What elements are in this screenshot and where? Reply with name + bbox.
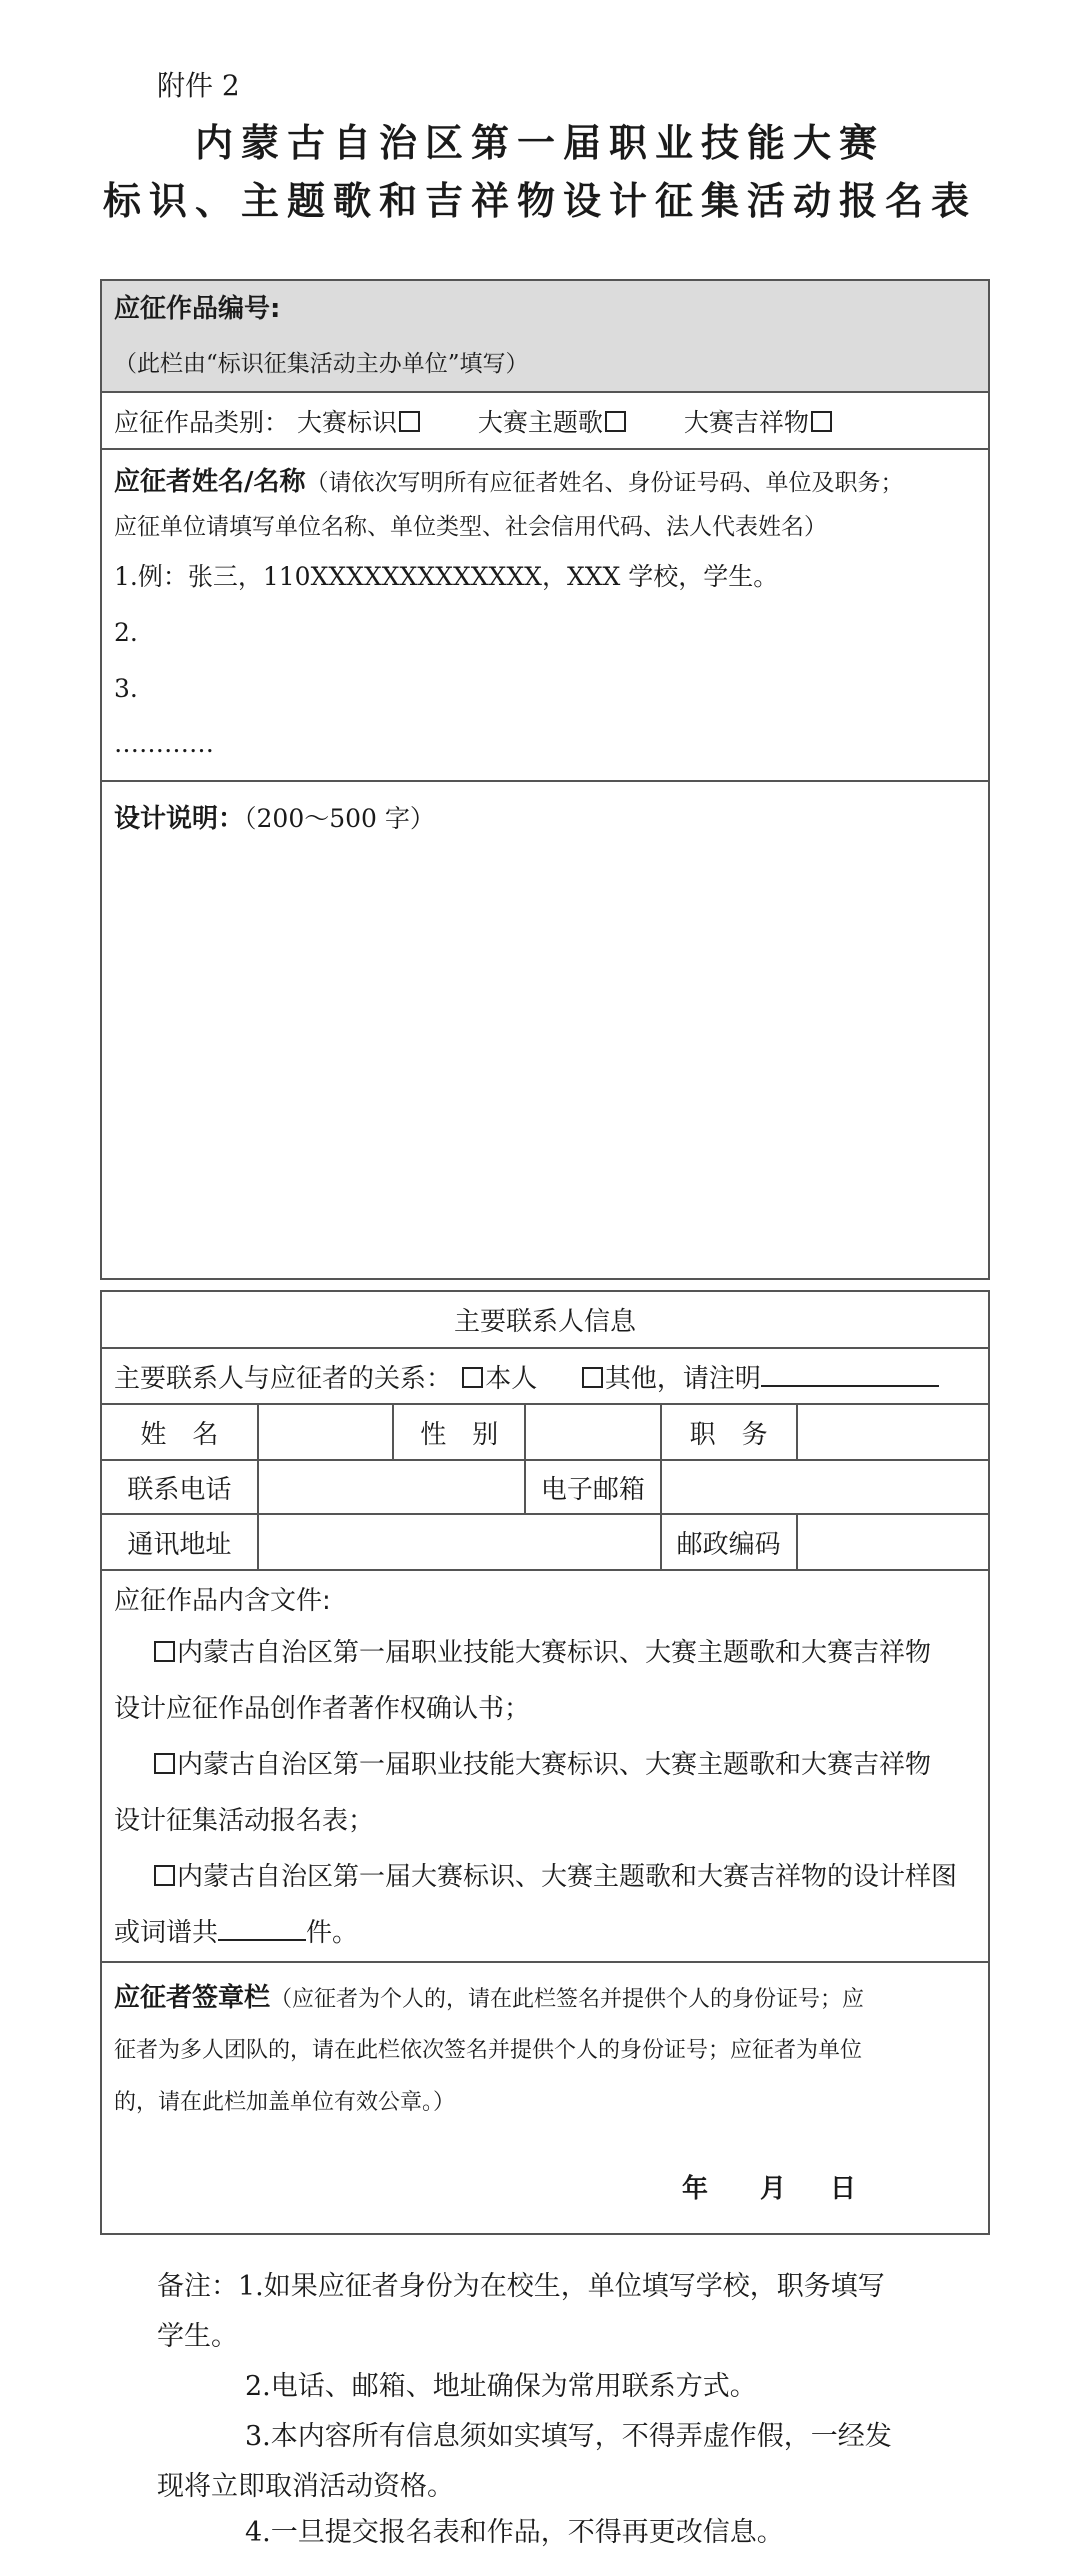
contact-table [100, 1290, 990, 2235]
signature-note-1: （应征者为个人的，请在此栏签名并提供个人的身份证号；应 [270, 1987, 865, 2012]
date-month: 月 [760, 2174, 787, 2204]
checkbox-icon [582, 1367, 603, 1388]
file-count-field[interactable] [218, 1939, 306, 1941]
work-number-cell[interactable] [101, 280, 989, 392]
address-label: 通讯地址 [101, 1514, 258, 1570]
note-line-3b: 现将立即取消活动资格。 [157, 2471, 454, 2502]
work-number-label: 应征作品编号: [114, 294, 281, 324]
applicant-label: 应征者姓名/名称 [114, 467, 306, 497]
applicant-line-2: 2. [114, 618, 138, 647]
file-option-1[interactable]: 内蒙古自治区第一届职业技能大赛标识、大赛主题歌和大赛吉祥物 [114, 1625, 988, 1681]
position-label: 职 务 [661, 1404, 797, 1460]
category-option-song[interactable]: 大赛主题歌 [478, 408, 628, 437]
files-cell [101, 1570, 989, 1962]
file-option-3-cont: 或词谱共 件。 [114, 1918, 359, 1948]
applicant-ellipsis: ………… [114, 729, 214, 758]
files-label: 应征作品内含文件: [114, 1586, 331, 1616]
applicant-note-1: （请依次写明所有应征者姓名、身份证号码、单位及职务； [305, 470, 904, 496]
phone-field[interactable] [258, 1460, 525, 1514]
checkbox-icon [605, 411, 626, 432]
gender-label: 性 别 [393, 1404, 525, 1460]
name-label: 姓 名 [101, 1404, 258, 1460]
signature-cell[interactable] [101, 1962, 989, 2234]
attachment-label: 附件 2 [157, 69, 240, 102]
applicant-note-2: 应征单位请填写单位名称、单位类型、社会信用代码、法人代表姓名） [114, 514, 827, 540]
phone-label: 联系电话 [101, 1460, 258, 1514]
note-line-2: 2.电话、邮箱、地址确保为常用联系方式。 [245, 2371, 757, 2402]
checkbox-icon [811, 411, 832, 432]
relation-other-option[interactable]: 其他，请注明 [580, 1364, 761, 1394]
file-option-2-cont: 设计征集活动报名表； [114, 1806, 375, 1836]
applicant-line-3: 3. [114, 674, 138, 703]
checkbox-icon [399, 411, 420, 432]
form-title-line-1: 内蒙古自治区第一届职业技能大赛 [194, 120, 885, 165]
note-line-1: 备注：1.如果应征者身份为在校生，单位填写学校，职务填写 [157, 2271, 885, 2302]
gender-field[interactable] [525, 1404, 661, 1460]
design-description-cell[interactable] [101, 781, 989, 1279]
category-cell [101, 392, 989, 449]
design-note: （200～500 字） [244, 804, 435, 833]
file-option-3[interactable]: 内蒙古自治区第一届大赛标识、大赛主题歌和大赛吉祥物的设计样图 [114, 1849, 988, 1905]
checkbox-icon [462, 1367, 483, 1388]
note-line-1b: 学生。 [157, 2321, 238, 2352]
signature-note-3: 的，请在此栏加盖单位有效公章。） [114, 2090, 456, 2115]
name-field[interactable] [258, 1404, 394, 1460]
postcode-label: 邮政编码 [661, 1514, 797, 1570]
checkbox-icon [154, 1865, 175, 1886]
note-line-4: 4.一旦提交报名表和作品，不得再更改信息。 [245, 2517, 784, 2548]
date-year: 年 [682, 2174, 709, 2204]
file-option-2[interactable]: 内蒙古自治区第一届职业技能大赛标识、大赛主题歌和大赛吉祥物 [114, 1737, 988, 1793]
relation-self-option[interactable]: 本人 [460, 1364, 537, 1394]
signature-note-2: 征者为多人团队的，请在此栏依次签名并提供个人的身份证号；应征者为单位 [114, 2038, 863, 2063]
contact-title: 主要联系人信息 [101, 1291, 989, 1348]
signature-label: 应征者签章栏 [114, 1983, 271, 2013]
relation-row [101, 1348, 989, 1404]
checkbox-icon [154, 1753, 175, 1774]
category-option-mascot[interactable]: 大赛吉祥物 [684, 408, 834, 437]
file-option-1-cont: 设计应征作品创作者著作权确认书； [114, 1694, 531, 1724]
submission-table [100, 279, 990, 1280]
applicant-cell[interactable] [101, 449, 989, 781]
signature-date [682, 2168, 856, 2205]
category-label: 应征作品类别： [114, 407, 290, 437]
email-field[interactable] [661, 1460, 989, 1514]
postcode-field[interactable] [797, 1514, 989, 1570]
applicant-line-1: 1.例：张三，110XXXXXXXXXXXXX，XXX 学校，学生。 [114, 562, 779, 591]
note-line-3: 3.本内容所有信息须如实填写，不得弄虚作假，一经发 [245, 2421, 892, 2452]
relation-label: 主要联系人与应征者的关系： [114, 1363, 453, 1394]
date-day: 日 [830, 2174, 857, 2204]
form-title-line-2: 标识、主题歌和吉祥物设计征集活动报名表 [102, 178, 977, 223]
address-field[interactable] [258, 1514, 661, 1570]
email-label: 电子邮箱 [525, 1460, 661, 1514]
checkbox-icon [154, 1641, 175, 1662]
work-number-note: （此栏由“标识征集活动主办单位”填写） [114, 351, 529, 377]
design-label: 设计说明： [114, 804, 245, 834]
position-field[interactable] [797, 1404, 989, 1460]
category-option-logo[interactable]: 大赛标识 [297, 408, 422, 437]
relation-other-field[interactable] [761, 1385, 939, 1387]
